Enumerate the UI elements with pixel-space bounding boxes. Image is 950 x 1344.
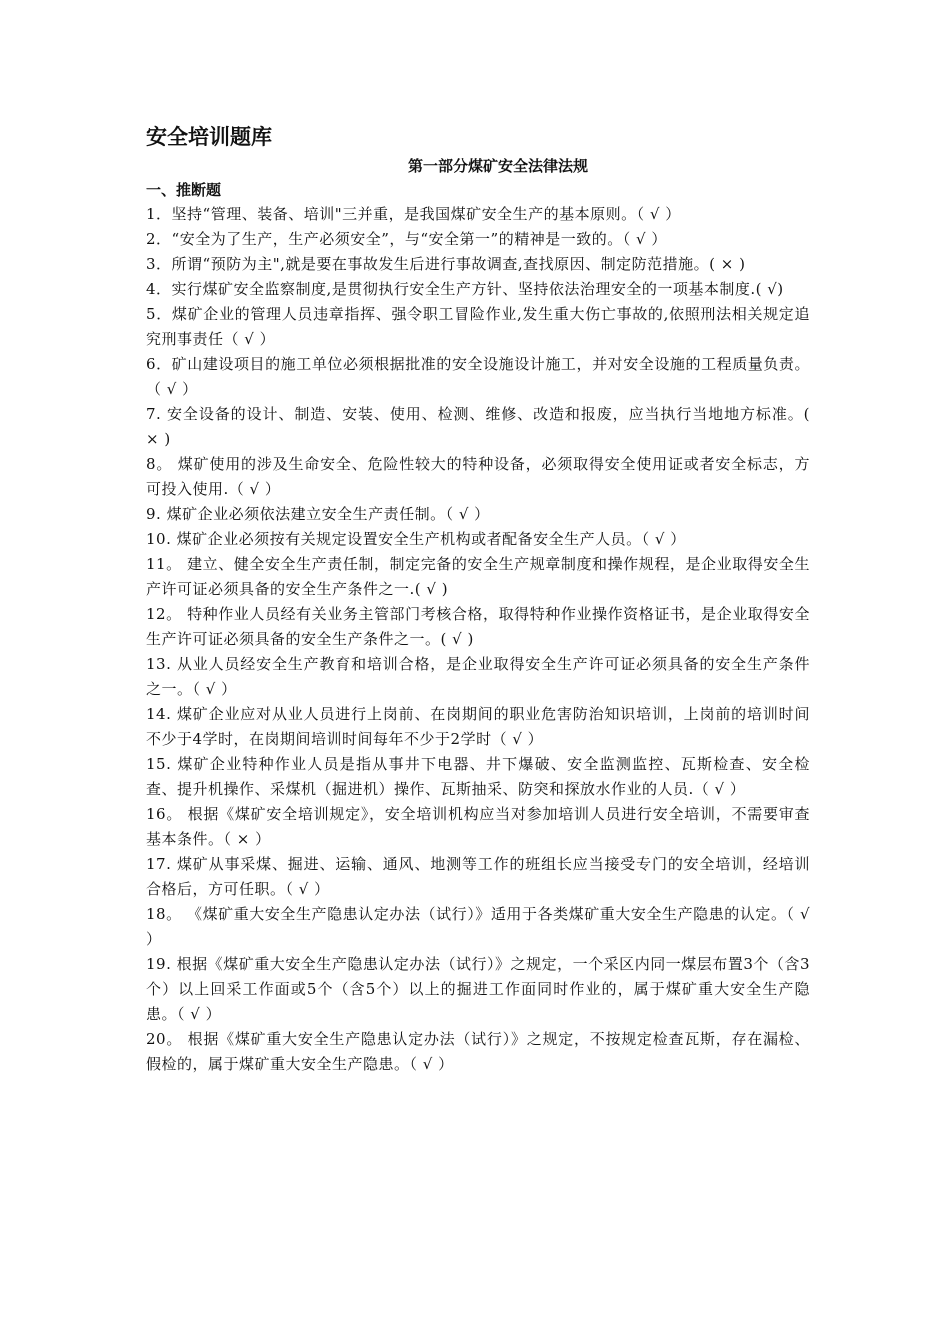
part-title: 第一部分煤矿安全法律法规: [407, 157, 588, 175]
question-item: 13. 从业人员经安全生产教育和培训合格，是企业取得安全生产许可证必须具备的安全生产条件之一。（ √ ）: [146, 655, 810, 698]
question-item: 9. 煤矿企业必须依法建立安全生产责任制。（ √ ）: [146, 505, 490, 523]
question-item: 7. 安全设备的设计、制造、安装、使用、检测、维修、改造和报废，应当执行当地地方标准。( × ): [146, 405, 810, 448]
question-item: 10. 煤矿企业必须按有关规定设置安全生产机构或者配备安全生产人员。（ √ ）: [146, 530, 686, 548]
question-item: 2．“安全为了生产，生产必须安全”，与“安全第一”的精神是一致的。（ √ ）: [146, 230, 667, 248]
document-page: [146, 120, 810, 1077]
question-item: 12。 特种作业人员经有关业务主管部门考核合格，取得特种作业操作资格证书，是企业取得安全生产许可证必须具备的安全生产条件之一。( √ ): [146, 605, 810, 648]
question-item: 3．所谓“预防为主",就是要在事故发生后进行事故调查,查找原因、制定防范措施。( × ): [146, 255, 746, 273]
question-item: 20。 根据《煤矿重大安全生产隐患认定办法（试行）》之规定，不按规定检查瓦斯，存在漏检、假检的，属于煤矿重大安全生产隐患。（ √ ）: [146, 1030, 810, 1073]
question-item: 8。 煤矿使用的涉及生命安全、危险性较大的特种设备，必须取得安全使用证或者安全标志，方可投入使用.（ √ ）: [146, 455, 810, 498]
question-item: 16。 根据《煤矿安全培训规定》，安全培训机构应当对参加培训人员进行安全培训，不需要审查基本条件。（ × ）: [146, 805, 810, 848]
question-item: 14. 煤矿企业应对从业人员进行上岗前、在岗期间的职业危害防治知识培训，上岗前的培训时间不少于4学时，在岗期间培训时间每年不少于2学时（ √ ）: [146, 705, 810, 748]
question-item: 11。 建立、健全安全生产责任制，制定完备的安全生产规章制度和操作规程，是企业取得安全生产许可证必须具备的安全生产条件之一.( √ ): [146, 555, 810, 598]
section-title: 一、推断题: [146, 181, 222, 199]
question-list: [146, 202, 810, 1077]
document-title: 安全培训题库: [146, 125, 272, 149]
question-item: 6．矿山建设项目的施工单位必须根据批准的安全设施设计施工，并对安全设施的工程质量负责。（ √ ）: [146, 355, 810, 398]
question-item: 4．实行煤矿安全监察制度,是贯彻执行安全生产方针、坚持依法治理安全的一项基本制度.( √): [146, 280, 784, 298]
question-item: 18。 《煤矿重大安全生产隐患认定办法（试行）》适用于各类煤矿重大安全生产隐患的认定。（ √ ）: [146, 905, 810, 948]
question-item: 19. 根据《煤矿重大安全生产隐患认定办法（试行）》之规定，一个采区内同一煤层布置3个（含3个）以上回采工作面或5个（含5个）以上的掘进工作面同时作业的，属于煤矿重大安全生产隐患。（ √ ）: [146, 955, 810, 1023]
question-item: 15. 煤矿企业特种作业人员是指从事井下电器、井下爆破、安全监测监控、瓦斯检查、安全检查、提升机操作、采煤机（掘进机）操作、瓦斯抽采、防突和探放水作业的人员.（ √ ）: [146, 755, 810, 798]
question-item: 17. 煤矿从事采煤、掘进、运输、通风、地测等工作的班组长应当接受专门的安全培训，经培训合格后，方可任职。（ √ ）: [146, 855, 810, 898]
question-item: 1．坚持“管理、装备、培训"三并重，是我国煤矿安全生产的基本原则。（ √ ）: [146, 205, 681, 223]
question-item: 5．煤矿企业的管理人员违章指挥、强令职工冒险作业,发生重大伤亡事故的,依照刑法相关规定追究刑事责任（ √ ）: [146, 305, 810, 348]
